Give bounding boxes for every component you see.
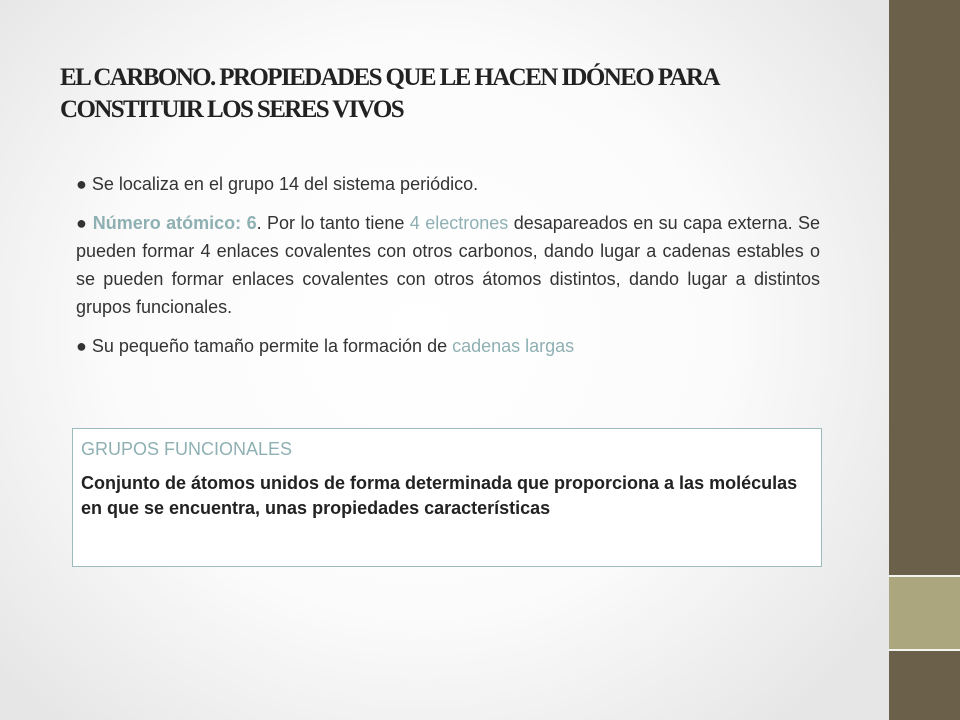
functional-groups-box <box>72 428 822 567</box>
title-line-2: CONSTITUIR LOS SERES VIVOS <box>60 96 403 123</box>
bullet-text: desapareados en su capa externa. Se pueden formar 4 enlaces covalentes con otros carbonos, dando lugar a cadenas estables o se pueden formar enlaces covalentes con otros átomos distintos, dando lugar a distintos grupos funcionales. <box>76 213 821 317</box>
bullet-text: ● Su pequeño tamaño permite la formación de <box>76 336 453 356</box>
highlight-long-chains: cadenas largas <box>452 336 575 356</box>
bullet-prefix: ● <box>76 213 93 233</box>
side-decor-block <box>889 577 960 649</box>
box-title: GRUPOS FUNCIONALES <box>81 439 293 459</box>
bullet-text: . Por lo tanto tiene <box>256 213 410 233</box>
bullet-list <box>76 170 820 371</box>
slide-title <box>60 62 840 126</box>
side-separator-bottom <box>889 649 960 651</box>
highlight-electrons: 4 electrones <box>409 213 509 233</box>
highlight-atomic-number: Número atómico: 6 <box>92 213 257 233</box>
title-line-1: EL CARBONO. PROPIEDADES QUE LE HACEN IDÓNEO PARA <box>60 64 719 91</box>
bullet-group <box>76 170 820 198</box>
side-decor-band <box>889 0 960 720</box>
bullet-size <box>76 332 820 360</box>
bullet-atomic-number <box>76 209 820 321</box>
box-definition: Conjunto de átomos unidos de forma determinada que proporciona a las moléculas en que se encuentra, unas propiedades características <box>81 473 798 518</box>
bullet-text: ● Se localiza en el grupo 14 del sistema periódico. <box>76 174 479 194</box>
